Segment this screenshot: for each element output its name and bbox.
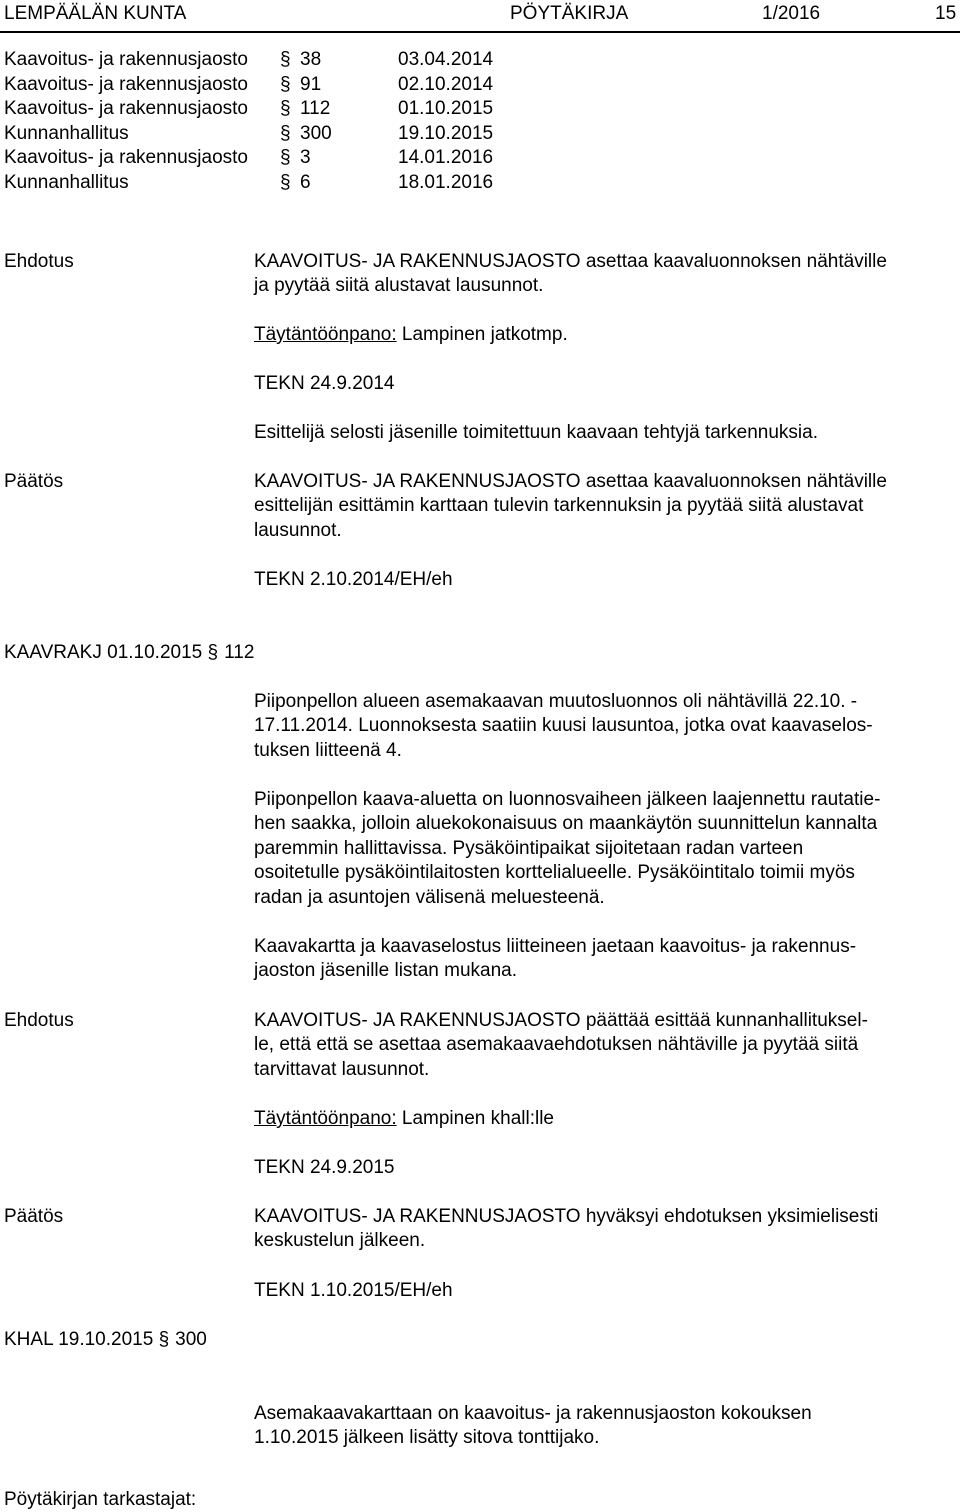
section-symbol: §: [158, 1329, 170, 1350]
tekn-reference: TEKN 2.10.2014/EH/eh: [254, 569, 453, 590]
history-body: Kunnanhallitus: [4, 122, 129, 144]
reference-number: 300: [175, 1329, 207, 1350]
proposal-label: Ehdotus: [4, 1010, 74, 1031]
proposal-text: [254, 1009, 960, 1082]
history-body: Kaavoitus- ja rakennusjaosto: [4, 98, 248, 120]
text-line: Piiponpellon kaava-aluetta on luonnosvaiheen jälkeen laajennettu rautatie-: [254, 789, 881, 810]
history-body: Kunnanhallitus: [4, 171, 129, 193]
text-line: keskustelun jälkeen.: [254, 1230, 426, 1252]
paragraph: [254, 788, 960, 910]
document-number: 1/2016: [762, 3, 821, 24]
reference-prefix: KHAL 19.10.2015: [4, 1329, 154, 1350]
text-line: 1.10.2015 jälkeen lisätty sitova tonttijako.: [254, 1427, 600, 1449]
proposal-label: Ehdotus: [4, 251, 74, 272]
reference-number: 112: [224, 642, 255, 663]
document-type: PÖYTÄKIRJA: [510, 3, 629, 24]
text-line: Asemakaavakarttaan on kaavoitus- ja rakennusjaoston kokouksen: [254, 1403, 812, 1424]
proposal-text: KAAVOITUS- JA RAKENNUSJAOSTO asettaa kaavaluonnoksen nähtäville ja pyytää siitä alustavat lausunnot.: [254, 251, 887, 297]
tekn-reference: TEKN 1.10.2015/EH/eh: [254, 1280, 453, 1301]
page-header: [0, 2, 960, 28]
decision-text: [254, 1205, 960, 1254]
history-row: [4, 48, 704, 73]
history-date: 02.10.2014: [398, 73, 494, 95]
history-date: 01.10.2015: [398, 98, 494, 120]
paragraph: [254, 1402, 960, 1451]
history-date: 03.04.2014: [398, 49, 494, 70]
section-symbol: §: [280, 73, 291, 95]
history-number: 3: [300, 147, 311, 169]
processing-history: [4, 48, 704, 196]
header-divider: [0, 31, 960, 33]
history-row: [4, 171, 704, 196]
history-body: Kaavoitus- ja rakennusjaosto: [4, 147, 248, 169]
text-line: Piiponpellon alueen asemakaavan muutosluonnos oli nähtävillä 22.10. -: [254, 691, 858, 712]
history-number: 6: [300, 171, 311, 193]
section-symbol: §: [280, 49, 291, 70]
history-row: [4, 122, 704, 147]
text-line: KAAVOITUS- JA RAKENNUSJAOSTO päättää esittää kunnanhallituksel-: [254, 1010, 868, 1031]
text-line: jaoston jäsenille listan mukana.: [254, 960, 517, 982]
text-line: tarvittavat lausunnot.: [254, 1058, 430, 1080]
text-line: tuksen liitteenä 4.: [254, 739, 402, 761]
text-line: radan ja asuntojen välisenä meluesteenä.: [254, 886, 605, 908]
history-row: [4, 73, 704, 98]
history-row: [4, 97, 704, 122]
text-line: 17.11.2014. Luonnoksesta saatiin kuusi lausuntoa, jotka ovat kaavaselos-: [254, 715, 873, 737]
section-symbol: §: [280, 98, 291, 120]
execution-value: Lampinen khall:lle: [396, 1108, 554, 1129]
execution-label: Täytäntöönpano:: [254, 324, 397, 345]
history-number: 300: [300, 122, 332, 144]
section-symbol: §: [280, 147, 291, 169]
decision-label: Päätös: [4, 471, 64, 492]
section-symbol: §: [280, 171, 291, 193]
text-line: hen saakka, jolloin aluekokonaisuus on maankäytön suunnittelun kannalta: [254, 813, 878, 835]
decision-label: Päätös: [4, 1206, 64, 1227]
text-line: paremmin hallittavissa. Pysäköintipaikat sijoitetaan radan varteen: [254, 837, 804, 859]
text-line: osoitetulle pysäköintilaitosten korttelialueelle. Pysäköintitalo toimii myös: [254, 862, 855, 884]
municipality-name: LEMPÄÄLÄN KUNTA: [4, 3, 187, 24]
text-line: Kaavakartta ja kaavaselostus liitteineen jaetaan kaavoitus- ja rakennus-: [254, 936, 857, 957]
execution-label: Täytäntöönpano:: [254, 1108, 397, 1129]
section-symbol: §: [207, 642, 219, 663]
paragraph: [254, 690, 960, 763]
execution-line: [254, 1107, 960, 1131]
history-date: 18.01.2016: [398, 171, 494, 193]
execution-line: [254, 323, 960, 347]
history-body: Kaavoitus- ja rakennusjaosto: [4, 73, 248, 95]
presenter-note: Esittelijä selosti jäsenille toimitettuun kaavaan tehtyjä tarkennuksia.: [254, 422, 818, 443]
tekn-reference: TEKN 24.9.2015: [254, 1157, 395, 1178]
text-line: KAAVOITUS- JA RAKENNUSJAOSTO hyväksyi ehdotuksen yksimielisesti: [254, 1206, 879, 1227]
history-number: 112: [300, 98, 331, 120]
page-number: 15: [935, 3, 957, 24]
meeting-reference: [4, 1328, 207, 1352]
history-date: 19.10.2015: [398, 122, 494, 144]
paragraph: [254, 935, 960, 984]
history-body: Kaavoitus- ja rakennusjaosto: [4, 49, 248, 70]
reviewers-label: Pöytäkirjan tarkastajat:: [4, 1489, 197, 1510]
history-number: 38: [300, 49, 322, 70]
decision-text: KAAVOITUS- JA RAKENNUSJAOSTO asettaa kaavaluonnoksen nähtäville esittelijän esittämin karttaan tulevin tarkennuksin ja pyytää siitä alustavat lausunnot.: [254, 471, 887, 541]
section-symbol: §: [280, 122, 291, 144]
history-number: 91: [300, 73, 322, 95]
history-date: 14.01.2016: [398, 147, 494, 169]
meeting-reference: [4, 641, 254, 665]
tekn-reference: TEKN 24.9.2014: [254, 373, 395, 394]
history-row: [4, 146, 704, 171]
text-line: le, että että se asettaa asemakaavaehdotuksen nähtäville ja pyytää siitä: [254, 1034, 859, 1056]
execution-value: Lampinen jatkotmp.: [396, 324, 568, 345]
reference-prefix: KAAVRAKJ 01.10.2015: [4, 642, 203, 663]
